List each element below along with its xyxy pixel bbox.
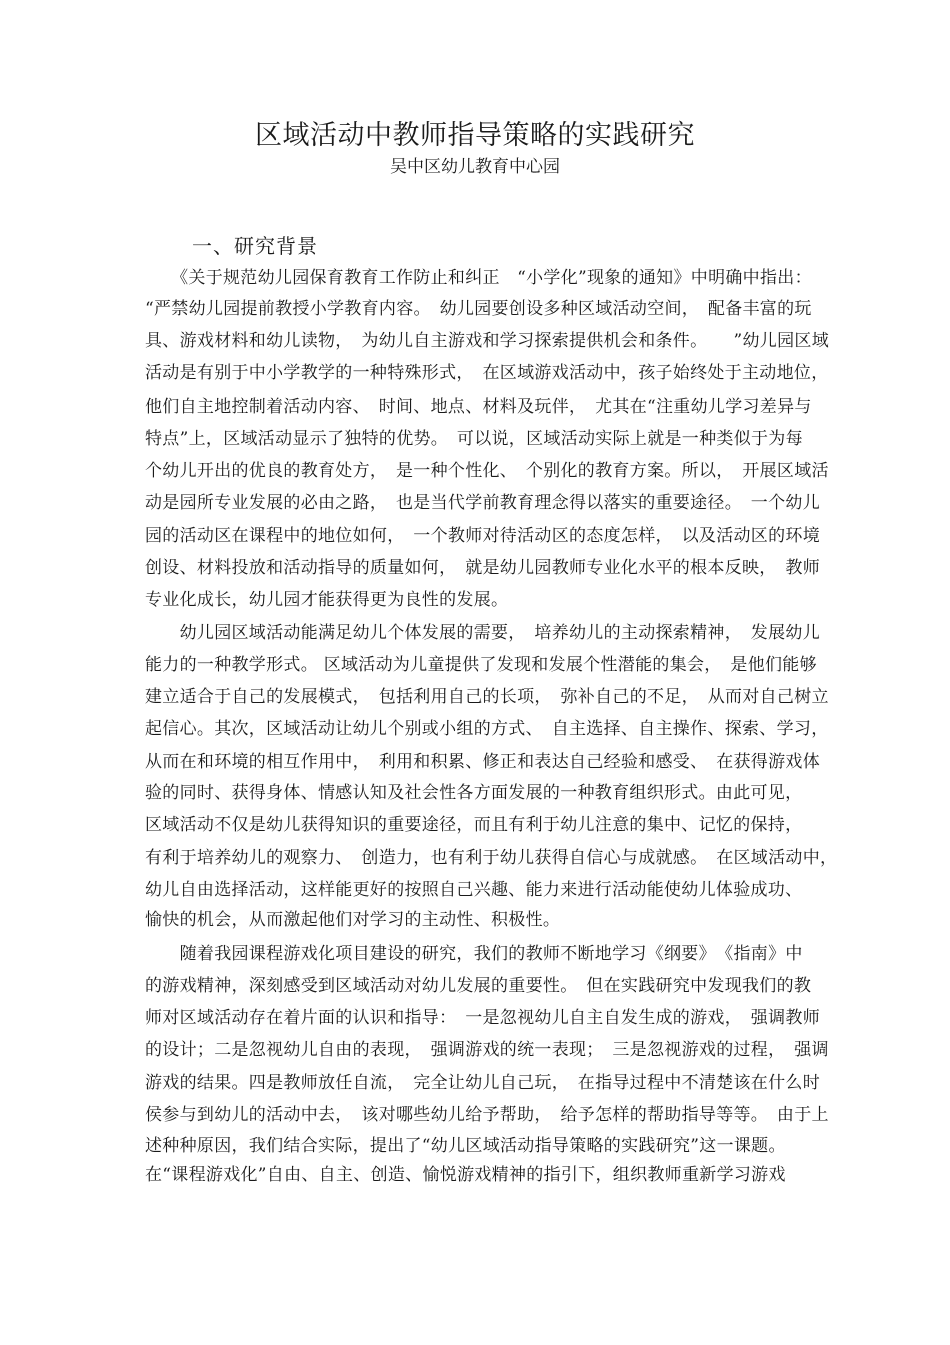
text-line: 在“课程游戏化”自由、自主、创造、愉悦游戏精神的指引下，组织教师重新学习游戏: [145, 1165, 786, 1185]
text-line: 个幼儿开出的优良的教育处方， 是一种个性化、 个别化的教育方案。所以， 开展区域活: [145, 461, 829, 481]
section-heading: 一、研究背景: [192, 234, 318, 258]
text-line: 区域活动不仅是幼儿获得知识的重要途径，而且有利于幼儿注意的集中、记忆的保持，: [145, 815, 803, 835]
text-line: 建立适合于自己的发展模式， 包括利用自己的长项， 弥补自己的不足， 从而对自己树立: [145, 687, 829, 707]
text-line: 活动是有别于中小学教学的一种特殊形式， 在区域游戏活动中，孩子始终处于主动地位，: [145, 363, 829, 383]
text-line: “严禁幼儿园提前教授小学教育内容。 幼儿园要创设多种区域活动空间， 配备丰富的玩: [145, 299, 812, 319]
text-line: 师对区域活动存在着片面的认识和指导： 一是忽视幼儿自主自发生成的游戏， 强调教师: [145, 1008, 820, 1028]
text-line: 愉快的机会，从而激起他们对学习的主动性、积极性。: [145, 910, 561, 930]
text-line: 验的同时、获得身体、情感认知及社会性各方面发展的一种教育组织形式。由此可见，: [145, 783, 803, 803]
text-line: 侯参与到幼儿的活动中去， 该对哪些幼儿给予帮助， 给予怎样的帮助指导等等。 由于上: [145, 1105, 829, 1125]
page-title: 区域活动中教师指导策略的实践研究: [255, 120, 695, 151]
text-line: 园的活动区在课程中的地位如何， 一个教师对待活动区的态度怎样， 以及活动区的环境: [145, 526, 820, 546]
text-line: 有利于培养幼儿的观察力、 创造力，也有利于幼儿获得自信心与成就感。 在区域活动中，: [145, 848, 838, 868]
text-line: 能力的一种教学形式。 区域活动为儿童提供了发现和发展个性潜能的集会， 是他们能够: [145, 655, 817, 675]
text-line: 专业化成长，幼儿园才能获得更为良性的发展。: [145, 590, 509, 610]
text-line: 的游戏精神，深刻感受到区域活动对幼儿发展的重要性。 但在实践研究中发现我们的教: [145, 976, 812, 996]
text-line: 创设、材料投放和活动指导的质量如何， 就是幼儿园教师专业化水平的根本反映， 教师: [145, 558, 820, 578]
text-line: 幼儿自由选择活动，这样能更好的按照自己兴趣、能力来进行活动能使幼儿体验成功、: [145, 880, 803, 900]
page-subtitle: 吴中区幼儿教育中心园: [390, 157, 560, 177]
text-line: 《关于规范幼儿园保育教育工作防止和纠正 “小学化”现象的通知》中明确中指出：: [145, 268, 812, 288]
text-line: 的设计；二是忽视幼儿自由的表现， 强调游戏的统一表现； 三是忽视游戏的过程， 强调: [145, 1040, 829, 1060]
text-line: 从而在和环境的相互作用中， 利用和积累、修正和表达自己经验和感受、 在获得游戏体: [145, 752, 820, 772]
text-line: 述种种原因，我们结合实际，提出了“幼儿区域活动指导策略的实践研究”这一课题。: [145, 1136, 786, 1156]
text-line: 具、游戏材料和幼儿读物， 为幼儿自主游戏和学习探索提供机会和条件。 ”幼儿园区域: [145, 331, 829, 351]
text-line: 随着我园课程游戏化项目建设的研究，我们的教师不断地学习《纲要》 《指南》中: [145, 944, 803, 964]
text-line: 动是园所专业发展的必由之路， 也是当代学前教育理念得以落实的重要途径。 一个幼儿: [145, 493, 820, 513]
text-line: 起信心。其次，区域活动让幼儿个别或小组的方式、 自主选择、自主操作、探索、学习，: [145, 719, 829, 739]
text-line: 幼儿园区域活动能满足幼儿个体发展的需要， 培养幼儿的主动探索精神， 发展幼儿: [145, 623, 820, 643]
text-line: 游戏的结果。四是教师放任自流， 完全让幼儿自己玩， 在指导过程中不清楚该在什么时: [145, 1073, 820, 1093]
text-line: 他们自主地控制着活动内容、 时间、地点、材料及玩伴， 尤其在“注重幼儿学习差异与: [145, 397, 812, 417]
text-line: 特点”上，区域活动显示了独特的优势。 可以说，区域活动实际上就是一种类似于为每: [145, 429, 803, 449]
